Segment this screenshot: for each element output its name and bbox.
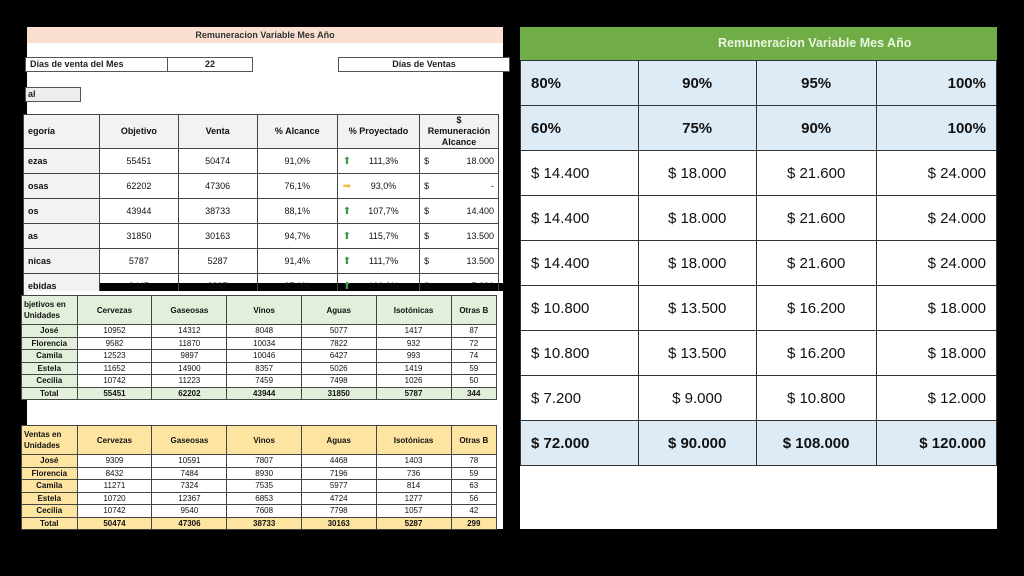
table-row bbox=[22, 505, 497, 518]
unit-cell[interactable]: 299 bbox=[451, 517, 496, 530]
remuneracion-value: 7.200 bbox=[471, 281, 494, 291]
objetivo-cell[interactable]: 55451 bbox=[99, 149, 178, 174]
col-categoria: egoría bbox=[24, 115, 100, 149]
remuneracion-value: 14.400 bbox=[466, 206, 494, 216]
remuneracion-value: 18.000 bbox=[466, 156, 494, 166]
arrow-up-icon: ⬆ bbox=[342, 155, 352, 167]
unit-cell[interactable]: 55451 bbox=[77, 387, 152, 400]
category-row bbox=[24, 174, 499, 199]
unit-cell[interactable]: 31850 bbox=[301, 387, 376, 400]
seller-name[interactable]: Cecilia bbox=[22, 505, 78, 518]
remuneracion-cell[interactable] bbox=[420, 174, 499, 199]
amount-cell[interactable]: $ 21.600 bbox=[756, 151, 876, 196]
remuneration-scale-sheet bbox=[520, 27, 997, 529]
column-header: Vinos bbox=[227, 296, 302, 325]
unit-cell[interactable]: 7459 bbox=[227, 375, 302, 388]
seller-name[interactable]: Estela bbox=[22, 492, 78, 505]
amount-row bbox=[521, 196, 997, 241]
unit-cell[interactable]: 74 bbox=[451, 350, 496, 363]
alcance-cell[interactable]: 94,7% bbox=[257, 224, 337, 249]
alcance-cell[interactable]: 88,1% bbox=[257, 199, 337, 224]
column-header: Aguas bbox=[301, 426, 376, 455]
remuneracion-value: - bbox=[491, 181, 494, 191]
unit-cell[interactable]: 1057 bbox=[376, 505, 451, 518]
category-table-header bbox=[24, 115, 499, 149]
proyectado-value: 111,7% bbox=[368, 255, 399, 266]
category-row bbox=[24, 224, 499, 249]
percentage-cell[interactable]: 90% bbox=[638, 61, 756, 106]
seller-name[interactable]: Camila bbox=[22, 480, 78, 493]
amount-cell[interactable]: $ 18.000 bbox=[638, 241, 756, 286]
seller-name[interactable]: Camila bbox=[22, 350, 78, 363]
category-name[interactable]: ebidas bbox=[24, 274, 100, 299]
percentage-cell[interactable]: 80% bbox=[521, 61, 639, 106]
remuneration-scale-table bbox=[520, 60, 997, 466]
total-row bbox=[521, 421, 997, 466]
alcance-cell[interactable]: 91,4% bbox=[257, 249, 337, 274]
remuneracion-value: 13.500 bbox=[466, 231, 494, 241]
amount-cell[interactable]: $ 16.200 bbox=[756, 286, 876, 331]
category-row bbox=[24, 199, 499, 224]
category-row bbox=[24, 149, 499, 174]
unit-cell[interactable]: 9897 bbox=[152, 350, 227, 363]
unit-cell[interactable]: 932 bbox=[376, 337, 451, 350]
amount-cell[interactable]: $ 13.500 bbox=[638, 331, 756, 376]
proyectado-cell[interactable] bbox=[337, 249, 419, 274]
unit-cell[interactable]: 9309 bbox=[77, 455, 152, 468]
amount-cell[interactable]: $ 24.000 bbox=[876, 196, 996, 241]
sheet-title: Remuneracion Variable Mes Año bbox=[27, 27, 503, 43]
currency-symbol: $ bbox=[424, 281, 430, 291]
unit-cell[interactable]: 5077 bbox=[301, 325, 376, 338]
category-name[interactable]: nicas bbox=[24, 249, 100, 274]
unit-cell[interactable]: 344 bbox=[451, 387, 496, 400]
category-row bbox=[24, 249, 499, 274]
amount-cell[interactable]: $ 10.800 bbox=[521, 331, 639, 376]
unit-cell[interactable]: 1403 bbox=[376, 455, 451, 468]
unit-cell[interactable]: 72 bbox=[451, 337, 496, 350]
venta-cell[interactable]: 50474 bbox=[178, 149, 257, 174]
percentage-cell[interactable]: 90% bbox=[756, 106, 876, 151]
amount-row bbox=[521, 331, 997, 376]
category-name[interactable]: os bbox=[24, 199, 100, 224]
objetivos-table bbox=[21, 295, 497, 400]
unit-cell[interactable]: 10034 bbox=[227, 337, 302, 350]
objetivos-header bbox=[22, 296, 497, 325]
amount-cell[interactable]: $ 18.000 bbox=[638, 151, 756, 196]
total-label: al bbox=[25, 87, 81, 102]
unit-cell[interactable]: 7822 bbox=[301, 337, 376, 350]
percentage-cell[interactable]: 100% bbox=[876, 106, 996, 151]
unit-cell[interactable]: 56 bbox=[451, 492, 496, 505]
unit-cell[interactable]: 5026 bbox=[301, 362, 376, 375]
seller-name[interactable]: Total bbox=[22, 517, 78, 530]
unit-cell[interactable]: 42 bbox=[451, 505, 496, 518]
proyectado-cell[interactable] bbox=[337, 174, 419, 199]
proyectado-value: 106,3% bbox=[368, 280, 399, 291]
unit-cell[interactable]: 11223 bbox=[152, 375, 227, 388]
unit-cell[interactable]: 10952 bbox=[77, 325, 152, 338]
table-row bbox=[22, 455, 497, 468]
remuneracion-cell[interactable] bbox=[420, 224, 499, 249]
column-header: Aguas bbox=[301, 296, 376, 325]
objetivo-cell[interactable]: 62202 bbox=[99, 174, 178, 199]
proyectado-cell[interactable] bbox=[337, 199, 419, 224]
column-header: Isotónicas bbox=[376, 296, 451, 325]
amount-cell[interactable]: $ 24.000 bbox=[876, 151, 996, 196]
amount-row bbox=[521, 241, 997, 286]
unit-cell[interactable]: 1277 bbox=[376, 492, 451, 505]
unit-cell[interactable]: 7196 bbox=[301, 467, 376, 480]
unit-cell[interactable]: 10046 bbox=[227, 350, 302, 363]
unit-cell[interactable]: 14312 bbox=[152, 325, 227, 338]
dias-venta-mes-cell[interactable]: 22 bbox=[167, 57, 253, 72]
amount-cell[interactable]: $ 10.800 bbox=[756, 376, 876, 421]
unit-cell[interactable]: 4724 bbox=[301, 492, 376, 505]
venta-cell[interactable]: 47306 bbox=[178, 174, 257, 199]
category-name[interactable]: osas bbox=[24, 174, 100, 199]
proyectado-value: 111,3% bbox=[368, 155, 399, 166]
unit-cell[interactable]: 12523 bbox=[77, 350, 152, 363]
venta-cell[interactable]: 5287 bbox=[178, 249, 257, 274]
arrow-up-icon: ⬆ bbox=[342, 255, 352, 267]
unit-cell[interactable]: 7798 bbox=[301, 505, 376, 518]
unit-cell[interactable]: 59 bbox=[451, 467, 496, 480]
table-row bbox=[22, 467, 497, 480]
unit-cell[interactable]: 8048 bbox=[227, 325, 302, 338]
unit-cell[interactable]: 8432 bbox=[77, 467, 152, 480]
ventas-header bbox=[22, 426, 497, 455]
unit-cell[interactable]: 87 bbox=[451, 325, 496, 338]
alcance-cell[interactable]: 76,1% bbox=[257, 174, 337, 199]
unit-cell[interactable]: 993 bbox=[376, 350, 451, 363]
amount-cell[interactable]: $ 13.500 bbox=[638, 286, 756, 331]
arrow-up-icon: ⬆ bbox=[342, 280, 352, 292]
total-row bbox=[22, 387, 497, 400]
amount-row bbox=[521, 151, 997, 196]
amount-row bbox=[521, 286, 997, 331]
unit-cell[interactable]: 62202 bbox=[152, 387, 227, 400]
percentage-row bbox=[521, 106, 997, 151]
dias-ventas-label: Días de Ventas bbox=[338, 57, 510, 72]
remuneracion-cell[interactable] bbox=[420, 199, 499, 224]
unit-cell[interactable]: 9540 bbox=[152, 505, 227, 518]
unit-cell[interactable]: 6853 bbox=[227, 492, 302, 505]
amount-cell[interactable]: $ 14.400 bbox=[521, 241, 639, 286]
total-cell[interactable]: $ 90.000 bbox=[638, 421, 756, 466]
unit-cell[interactable]: 5977 bbox=[301, 480, 376, 493]
unit-cell[interactable]: 1419 bbox=[376, 362, 451, 375]
amount-cell[interactable]: $ 18.000 bbox=[876, 286, 996, 331]
amount-cell[interactable]: $ 16.200 bbox=[756, 331, 876, 376]
arrow-up-icon: ⬆ bbox=[342, 205, 352, 217]
amount-cell[interactable]: $ 21.600 bbox=[756, 196, 876, 241]
column-header: Cervezas bbox=[77, 296, 152, 325]
category-name[interactable]: ezas bbox=[24, 149, 100, 174]
unit-cell[interactable]: 5787 bbox=[376, 387, 451, 400]
total-cell[interactable]: $ 120.000 bbox=[876, 421, 996, 466]
alcance-cell[interactable]: 91,0% bbox=[257, 149, 337, 174]
amount-cell[interactable]: $ 14.400 bbox=[521, 196, 639, 241]
amount-cell[interactable]: $ 10.800 bbox=[521, 286, 639, 331]
unit-cell[interactable]: 8357 bbox=[227, 362, 302, 375]
table-row bbox=[22, 350, 497, 363]
currency-symbol: $ bbox=[424, 206, 430, 216]
table-row bbox=[22, 480, 497, 493]
proyectado-value: 93,0% bbox=[370, 180, 397, 191]
column-header: Otras B bbox=[451, 296, 496, 325]
unit-cell[interactable]: 7498 bbox=[301, 375, 376, 388]
seller-name[interactable]: Cecilia bbox=[22, 375, 78, 388]
column-header: bjetivos en Unidades bbox=[22, 296, 78, 325]
proyectado-cell[interactable] bbox=[337, 149, 419, 174]
ventas-table bbox=[21, 425, 497, 530]
table-row bbox=[22, 362, 497, 375]
percentage-cell[interactable]: 60% bbox=[521, 106, 639, 151]
dias-venta-mes-label: Días de venta del Mes bbox=[25, 57, 169, 72]
unit-cell[interactable]: 11870 bbox=[152, 337, 227, 350]
unit-cell[interactable]: 30163 bbox=[301, 517, 376, 530]
table-row bbox=[22, 375, 497, 388]
unit-cell[interactable]: 814 bbox=[376, 480, 451, 493]
venta-cell[interactable]: 2997 bbox=[178, 274, 257, 299]
unit-cell[interactable]: 8930 bbox=[227, 467, 302, 480]
unit-cell[interactable]: 50 bbox=[451, 375, 496, 388]
venta-cell[interactable]: 38733 bbox=[178, 199, 257, 224]
col-venta: Venta bbox=[178, 115, 257, 149]
proyectado-cell[interactable] bbox=[337, 224, 419, 249]
currency-symbol: $ bbox=[424, 156, 430, 166]
unit-cell[interactable]: 11652 bbox=[77, 362, 152, 375]
unit-cell[interactable]: 1417 bbox=[376, 325, 451, 338]
unit-cell[interactable]: 78 bbox=[451, 455, 496, 468]
remuneracion-cell[interactable] bbox=[420, 249, 499, 274]
unit-cell[interactable]: 5287 bbox=[376, 517, 451, 530]
category-name[interactable]: as bbox=[24, 224, 100, 249]
unit-cell[interactable]: 7535 bbox=[227, 480, 302, 493]
column-header: Cervezas bbox=[77, 426, 152, 455]
seller-name[interactable]: Florencia bbox=[22, 337, 78, 350]
arrow-right-icon: ➡ bbox=[342, 180, 352, 192]
unit-cell[interactable]: 7807 bbox=[227, 455, 302, 468]
col-objetivo: Objetivo bbox=[99, 115, 178, 149]
amount-cell[interactable]: $ 9.000 bbox=[638, 376, 756, 421]
table-row bbox=[22, 492, 497, 505]
unit-cell[interactable]: 7484 bbox=[152, 467, 227, 480]
column-header: Ventas en Unidades bbox=[22, 426, 78, 455]
venta-cell[interactable]: 30163 bbox=[178, 224, 257, 249]
currency-symbol: $ bbox=[424, 231, 430, 241]
proyectado-value: 115,7% bbox=[368, 230, 399, 241]
alcance-cell[interactable]: 87,0% bbox=[257, 274, 337, 299]
total-cell[interactable]: $ 108.000 bbox=[756, 421, 876, 466]
unit-cell[interactable]: 736 bbox=[376, 467, 451, 480]
total-row bbox=[22, 517, 497, 530]
percentage-cell[interactable]: 95% bbox=[756, 61, 876, 106]
scale-title: Remuneracion Variable Mes Año bbox=[520, 27, 997, 60]
unit-cell[interactable]: 9582 bbox=[77, 337, 152, 350]
arrow-up-icon: ⬆ bbox=[342, 230, 352, 242]
amount-cell[interactable]: $ 12.000 bbox=[876, 376, 996, 421]
objetivo-cell[interactable]: 5787 bbox=[99, 249, 178, 274]
seller-name[interactable]: Total bbox=[22, 387, 78, 400]
unit-cell[interactable]: 12367 bbox=[152, 492, 227, 505]
unit-cell[interactable]: 10742 bbox=[77, 505, 152, 518]
remuneracion-value: 13.500 bbox=[466, 256, 494, 266]
col-remuneracion: $ Remuneración Alcance bbox=[420, 115, 499, 149]
column-header: Gaseosas bbox=[152, 426, 227, 455]
category-table bbox=[23, 114, 499, 299]
seller-name[interactable]: Estela bbox=[22, 362, 78, 375]
percentage-cell[interactable]: 75% bbox=[638, 106, 756, 151]
currency-symbol: $ bbox=[424, 181, 430, 191]
amount-cell[interactable]: $ 18.000 bbox=[638, 196, 756, 241]
table-row bbox=[22, 337, 497, 350]
unit-cell[interactable]: 7324 bbox=[152, 480, 227, 493]
remuneracion-cell[interactable] bbox=[420, 149, 499, 174]
unit-cell[interactable]: 7608 bbox=[227, 505, 302, 518]
col-alcance: % Alcance bbox=[257, 115, 337, 149]
unit-cell[interactable]: 63 bbox=[451, 480, 496, 493]
seller-name[interactable]: José bbox=[22, 325, 78, 338]
unit-cell[interactable]: 10720 bbox=[77, 492, 152, 505]
proyectado-value: 107,7% bbox=[368, 205, 399, 216]
amount-cell[interactable]: $ 21.600 bbox=[756, 241, 876, 286]
percentage-cell[interactable]: 100% bbox=[876, 61, 996, 106]
left-summary-sheet bbox=[27, 27, 503, 292]
amount-cell[interactable]: $ 14.400 bbox=[521, 151, 639, 196]
currency-symbol: $ bbox=[424, 256, 430, 266]
total-cell[interactable]: $ 72.000 bbox=[521, 421, 639, 466]
unit-cell[interactable]: 43944 bbox=[227, 387, 302, 400]
seller-name[interactable]: José bbox=[22, 455, 78, 468]
units-sheet bbox=[24, 291, 503, 529]
unit-cell[interactable]: 10591 bbox=[152, 455, 227, 468]
column-header: Gaseosas bbox=[152, 296, 227, 325]
unit-cell[interactable]: 10742 bbox=[77, 375, 152, 388]
amount-cell[interactable]: $ 18.000 bbox=[876, 331, 996, 376]
unit-cell[interactable]: 6427 bbox=[301, 350, 376, 363]
objetivo-cell[interactable]: 31850 bbox=[99, 224, 178, 249]
table-row bbox=[22, 325, 497, 338]
unit-cell[interactable]: 14900 bbox=[152, 362, 227, 375]
unit-cell[interactable]: 50474 bbox=[77, 517, 152, 530]
unit-cell[interactable]: 59 bbox=[451, 362, 496, 375]
unit-cell[interactable]: 4468 bbox=[301, 455, 376, 468]
objetivo-cell[interactable]: 3445 bbox=[99, 274, 178, 299]
percentage-row bbox=[521, 61, 997, 106]
col-proyectado: % Proyectado bbox=[337, 115, 419, 149]
unit-cell[interactable]: 38733 bbox=[227, 517, 302, 530]
column-header: Otras B bbox=[451, 426, 496, 455]
amount-cell[interactable]: $ 7.200 bbox=[521, 376, 639, 421]
objetivo-cell[interactable]: 43944 bbox=[99, 199, 178, 224]
unit-cell[interactable]: 47306 bbox=[152, 517, 227, 530]
column-header: Vinos bbox=[227, 426, 302, 455]
unit-cell[interactable]: 1026 bbox=[376, 375, 451, 388]
seller-name[interactable]: Florencia bbox=[22, 467, 78, 480]
amount-cell[interactable]: $ 24.000 bbox=[876, 241, 996, 286]
column-header: Isotónicas bbox=[376, 426, 451, 455]
amount-row bbox=[521, 376, 997, 421]
unit-cell[interactable]: 11271 bbox=[77, 480, 152, 493]
